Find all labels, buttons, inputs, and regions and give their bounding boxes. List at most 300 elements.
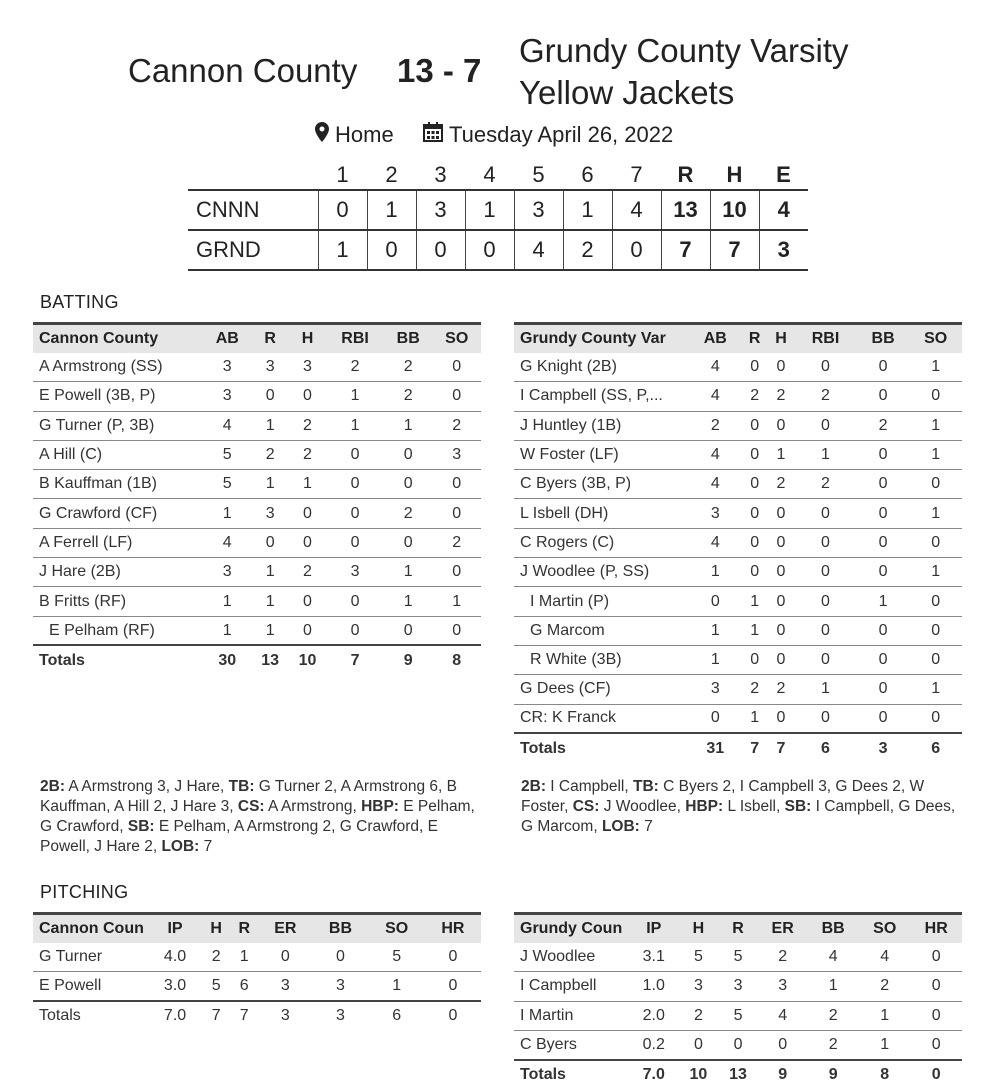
inning-header: 3 bbox=[434, 161, 447, 187]
player-name: L Isbell (DH) bbox=[514, 499, 689, 528]
stat-cell: 1.0 bbox=[629, 972, 679, 1001]
stat-cell: 0 bbox=[768, 616, 794, 645]
stat-cell: 3 bbox=[689, 675, 742, 704]
stat-cell: 1 bbox=[251, 411, 288, 440]
team-column-header: Cannon County bbox=[33, 324, 203, 353]
stat-cell: 2 bbox=[742, 675, 768, 704]
stat-cell: 0 bbox=[425, 943, 481, 972]
stat-cell: 0 bbox=[758, 1030, 808, 1059]
table-row bbox=[33, 587, 481, 616]
table-header-row bbox=[33, 914, 481, 943]
linescore-row-away bbox=[188, 230, 808, 270]
inning-score: 0 bbox=[612, 230, 661, 270]
player-name: W Foster (LF) bbox=[514, 440, 689, 469]
final-score: 13 - 7 bbox=[397, 52, 482, 89]
stat-cell: 1 bbox=[742, 616, 768, 645]
stat-column-header: R bbox=[718, 914, 758, 943]
stat-cell: 4 bbox=[859, 943, 911, 972]
totals-cell: 0 bbox=[425, 1001, 481, 1030]
totals-cell: 9 bbox=[384, 645, 432, 674]
stat-cell: 5 bbox=[679, 943, 719, 972]
stat-column-header: R bbox=[742, 324, 768, 353]
player-name: J Woodlee bbox=[514, 943, 629, 972]
table-row bbox=[514, 440, 962, 469]
stat-cell: 0 bbox=[432, 353, 481, 382]
stat-cell: 0 bbox=[794, 558, 857, 587]
totals-cell: 7 bbox=[202, 1001, 230, 1030]
team-column-header: Grundy County Var bbox=[514, 324, 689, 353]
table-row bbox=[514, 972, 962, 1001]
stat-cell: 0 bbox=[679, 1030, 719, 1059]
stat-cell: 2 bbox=[384, 499, 432, 528]
totals-cell: 9 bbox=[758, 1060, 808, 1086]
stat-cell: 0 bbox=[432, 558, 481, 587]
batting-notes-away bbox=[521, 777, 966, 837]
note-text: 7 bbox=[639, 818, 653, 835]
stat-column-header: IP bbox=[629, 914, 679, 943]
totals-cell: 8 bbox=[859, 1060, 911, 1086]
team-column-header: Cannon Coun bbox=[33, 914, 148, 943]
stat-column-header: R bbox=[251, 324, 288, 353]
away-team-name-line1: Grundy County Varsity bbox=[519, 32, 849, 69]
stat-cell: 0 bbox=[742, 528, 768, 557]
stat-column-header: ER bbox=[258, 914, 312, 943]
stat-cell: 0 bbox=[794, 645, 857, 674]
stat-cell: 4 bbox=[807, 943, 859, 972]
inning-header: 4 bbox=[483, 161, 496, 187]
player-name: A Ferrell (LF) bbox=[33, 528, 203, 557]
note-label: 2B: bbox=[40, 778, 65, 795]
stat-cell: 3 bbox=[258, 972, 312, 1001]
location-label: Home bbox=[335, 122, 394, 147]
stat-cell: 0 bbox=[857, 382, 910, 411]
stat-cell: 2 bbox=[768, 675, 794, 704]
stat-cell: 1 bbox=[251, 616, 288, 645]
stat-cell: 3 bbox=[679, 972, 719, 1001]
stat-cell: 1 bbox=[794, 675, 857, 704]
stat-cell: 0 bbox=[742, 470, 768, 499]
runs-total: 13 bbox=[661, 190, 710, 230]
stat-cell: 3 bbox=[203, 558, 251, 587]
note-label: HBP: bbox=[361, 798, 399, 815]
stat-column-header: BB bbox=[807, 914, 859, 943]
errors-total: 3 bbox=[759, 230, 808, 270]
stat-cell: 0 bbox=[718, 1030, 758, 1059]
stat-cell: 2 bbox=[859, 972, 911, 1001]
totals-cell: 7 bbox=[326, 645, 384, 674]
stat-cell: 1 bbox=[742, 587, 768, 616]
stat-cell: 4 bbox=[758, 1001, 808, 1030]
stat-cell: 1 bbox=[326, 411, 384, 440]
stat-cell: 0.2 bbox=[629, 1030, 679, 1059]
stat-cell: 0 bbox=[289, 616, 326, 645]
stat-cell: 2 bbox=[251, 440, 288, 469]
stat-column-header: BB bbox=[857, 324, 910, 353]
totals-cell: 6 bbox=[794, 733, 857, 762]
stat-cell: 1 bbox=[689, 616, 742, 645]
stat-cell: 4 bbox=[203, 411, 251, 440]
inning-header: 6 bbox=[581, 161, 594, 187]
stat-cell: 1 bbox=[859, 1001, 911, 1030]
table-header-row bbox=[514, 914, 962, 943]
stat-cell: 2 bbox=[758, 943, 808, 972]
note-text: L Isbell, bbox=[723, 798, 785, 815]
stat-cell: 0 bbox=[742, 645, 768, 674]
table-row bbox=[33, 499, 481, 528]
note-text: A Armstrong, bbox=[264, 798, 362, 815]
stat-cell: 0 bbox=[909, 616, 962, 645]
player-name: J Hare (2B) bbox=[33, 558, 203, 587]
player-name: B Kauffman (1B) bbox=[33, 470, 203, 499]
stat-cell: 0 bbox=[794, 704, 857, 733]
table-row bbox=[514, 1030, 962, 1059]
stat-cell: 4 bbox=[689, 382, 742, 411]
linescore-header-row bbox=[188, 160, 808, 190]
totals-cell: 9 bbox=[807, 1060, 859, 1086]
stat-cell: 0 bbox=[742, 411, 768, 440]
stat-cell: 6 bbox=[230, 972, 258, 1001]
stat-cell: 1 bbox=[326, 382, 384, 411]
away-team-name bbox=[519, 30, 939, 114]
table-row bbox=[514, 411, 962, 440]
inning-score: 1 bbox=[465, 190, 514, 230]
totals-label: Totals bbox=[514, 1060, 629, 1086]
table-row bbox=[33, 558, 481, 587]
table-row bbox=[514, 645, 962, 674]
stat-cell: 0 bbox=[384, 440, 432, 469]
stat-cell: 1 bbox=[794, 440, 857, 469]
stat-cell: 1 bbox=[203, 587, 251, 616]
inning-score: 4 bbox=[514, 230, 563, 270]
stat-cell: 1 bbox=[384, 587, 432, 616]
stat-cell: 0 bbox=[794, 528, 857, 557]
table-row bbox=[33, 353, 481, 382]
batting-table-away bbox=[514, 322, 962, 763]
stat-cell: 2 bbox=[807, 1001, 859, 1030]
batting-table-home bbox=[33, 322, 481, 675]
stat-cell: 2 bbox=[857, 411, 910, 440]
stat-cell: 0 bbox=[857, 528, 910, 557]
stat-cell: 0 bbox=[432, 499, 481, 528]
stat-cell: 0 bbox=[742, 499, 768, 528]
stat-cell: 0 bbox=[326, 470, 384, 499]
inning-score: 0 bbox=[318, 190, 367, 230]
totals-cell: 7 bbox=[742, 733, 768, 762]
stat-cell: 0 bbox=[909, 587, 962, 616]
player-name: G Crawford (CF) bbox=[33, 499, 203, 528]
player-name: J Huntley (1B) bbox=[514, 411, 689, 440]
player-name: A Armstrong (SS) bbox=[33, 353, 203, 382]
note-text: A Armstrong 3, J Hare, bbox=[64, 778, 229, 795]
player-name: I Campbell (SS, P,... bbox=[514, 382, 689, 411]
note-label: SB: bbox=[127, 818, 155, 835]
stat-cell: 0 bbox=[794, 411, 857, 440]
stat-cell: 0 bbox=[384, 470, 432, 499]
table-header-row bbox=[33, 324, 481, 353]
table-row bbox=[514, 558, 962, 587]
inning-score: 1 bbox=[563, 190, 612, 230]
stat-cell: 0 bbox=[857, 353, 910, 382]
player-name: B Fritts (RF) bbox=[33, 587, 203, 616]
stat-cell: 2 bbox=[794, 382, 857, 411]
stat-cell: 3 bbox=[689, 499, 742, 528]
stat-cell: 0 bbox=[768, 353, 794, 382]
team-column-header: Grundy Coun bbox=[514, 914, 629, 943]
home-team-name: Cannon County bbox=[128, 52, 358, 89]
stat-cell: 0 bbox=[794, 587, 857, 616]
stat-column-header: H bbox=[202, 914, 230, 943]
player-name: E Pelham (RF) bbox=[33, 616, 203, 645]
table-header-row bbox=[514, 324, 962, 353]
stat-cell: 1 bbox=[384, 411, 432, 440]
stat-cell: 0 bbox=[289, 499, 326, 528]
stat-cell: 3 bbox=[432, 440, 481, 469]
stat-cell: 1 bbox=[859, 1030, 911, 1059]
table-row bbox=[514, 704, 962, 733]
stat-cell: 0 bbox=[326, 440, 384, 469]
totals-cell: 3 bbox=[857, 733, 910, 762]
note-label: LOB: bbox=[161, 838, 200, 855]
stat-cell: 0 bbox=[794, 353, 857, 382]
stat-cell: 3 bbox=[312, 972, 368, 1001]
totals-cell: 10 bbox=[679, 1060, 719, 1086]
totals-cell: 10 bbox=[289, 645, 326, 674]
stat-cell: 1 bbox=[909, 411, 962, 440]
stat-cell: 1 bbox=[384, 558, 432, 587]
linescore-team: GRND bbox=[188, 230, 318, 270]
stat-cell: 1 bbox=[251, 470, 288, 499]
stat-cell: 0 bbox=[251, 528, 288, 557]
stat-cell: 4 bbox=[689, 440, 742, 469]
stat-cell: 1 bbox=[857, 587, 910, 616]
player-name: R White (3B) bbox=[514, 645, 689, 674]
inning-score: 3 bbox=[514, 190, 563, 230]
stat-cell: 0 bbox=[251, 382, 288, 411]
note-text: G Turner 2, A Armstrong 6, B Kauffman, A Hill 2, J Hare 3, bbox=[40, 778, 457, 815]
linescore-row-home bbox=[188, 190, 808, 230]
totals-row bbox=[514, 1060, 962, 1086]
stat-cell: 2 bbox=[326, 353, 384, 382]
table-row bbox=[514, 616, 962, 645]
stat-cell: 4 bbox=[689, 470, 742, 499]
stat-cell: 2 bbox=[289, 440, 326, 469]
player-name: G Dees (CF) bbox=[514, 675, 689, 704]
stat-cell: 3.1 bbox=[629, 943, 679, 972]
stat-cell: 5 bbox=[203, 470, 251, 499]
note-text: E Pelham, G Crawford, bbox=[40, 798, 475, 835]
map-pin-icon bbox=[315, 122, 329, 148]
stat-column-header: RBI bbox=[794, 324, 857, 353]
player-name: I Martin (P) bbox=[514, 587, 689, 616]
stat-cell: 0 bbox=[326, 528, 384, 557]
stat-cell: 1 bbox=[768, 440, 794, 469]
inning-score: 0 bbox=[416, 230, 465, 270]
runs-header: R bbox=[677, 161, 694, 187]
totals-cell: 6 bbox=[369, 1001, 425, 1030]
stat-cell: 0 bbox=[768, 411, 794, 440]
stat-cell: 2 bbox=[794, 470, 857, 499]
stat-cell: 1 bbox=[689, 558, 742, 587]
away-team-name-line2: Yellow Jackets bbox=[519, 74, 735, 111]
inning-score: 1 bbox=[318, 230, 367, 270]
player-name: C Rogers (C) bbox=[514, 528, 689, 557]
table-row bbox=[514, 353, 962, 382]
stat-cell: 0 bbox=[432, 470, 481, 499]
player-name: A Hill (C) bbox=[33, 440, 203, 469]
totals-cell: 3 bbox=[258, 1001, 312, 1030]
stat-cell: 1 bbox=[909, 440, 962, 469]
stat-cell: 1 bbox=[251, 587, 288, 616]
pitching-section-title: PITCHING bbox=[40, 882, 129, 902]
player-name: J Woodlee (P, SS) bbox=[514, 558, 689, 587]
hits-total: 7 bbox=[710, 230, 759, 270]
stat-cell: 0 bbox=[857, 675, 910, 704]
stat-cell: 2 bbox=[432, 411, 481, 440]
totals-cell: 7.0 bbox=[148, 1001, 202, 1030]
player-name: E Powell bbox=[33, 972, 148, 1001]
stat-cell: 1 bbox=[230, 943, 258, 972]
note-text: E Pelham, A Armstrong 2, G Crawford, E Powell, J Hare 2, bbox=[40, 818, 438, 855]
stat-column-header: SO bbox=[432, 324, 481, 353]
stat-cell: 2 bbox=[679, 1001, 719, 1030]
stat-cell: 0 bbox=[857, 645, 910, 674]
stat-cell: 0 bbox=[742, 353, 768, 382]
stat-cell: 3 bbox=[251, 353, 288, 382]
totals-cell: 7 bbox=[768, 733, 794, 762]
stat-column-header: H bbox=[679, 914, 719, 943]
player-name: G Turner (P, 3B) bbox=[33, 411, 203, 440]
game-header bbox=[0, 30, 990, 120]
note-label: HBP: bbox=[685, 798, 724, 815]
player-name: C Byers bbox=[514, 1030, 629, 1059]
note-text: 7 bbox=[199, 838, 213, 855]
table-row bbox=[33, 616, 481, 645]
totals-cell: 7.0 bbox=[629, 1060, 679, 1086]
table-row bbox=[514, 470, 962, 499]
game-meta bbox=[0, 122, 990, 150]
stat-cell: 0 bbox=[689, 704, 742, 733]
stat-cell: 0 bbox=[432, 616, 481, 645]
table-row bbox=[33, 440, 481, 469]
note-label: CS: bbox=[237, 798, 265, 815]
totals-row bbox=[514, 733, 962, 762]
inning-header: 2 bbox=[385, 161, 398, 187]
stat-cell: 0 bbox=[910, 1001, 962, 1030]
stat-cell: 0 bbox=[289, 587, 326, 616]
game-date bbox=[423, 122, 673, 148]
stat-cell: 1 bbox=[909, 353, 962, 382]
stat-cell: 0 bbox=[909, 528, 962, 557]
player-name: G Knight (2B) bbox=[514, 353, 689, 382]
stat-cell: 0 bbox=[312, 943, 368, 972]
stat-cell: 3 bbox=[326, 558, 384, 587]
pitching-table-away bbox=[514, 912, 962, 1086]
stat-cell: 4 bbox=[689, 353, 742, 382]
inning-header: 1 bbox=[336, 161, 349, 187]
player-name: I Campbell bbox=[514, 972, 629, 1001]
totals-cell: 13 bbox=[718, 1060, 758, 1086]
table-row bbox=[514, 528, 962, 557]
stat-cell: 5 bbox=[718, 943, 758, 972]
stat-cell: 0 bbox=[794, 616, 857, 645]
table-row bbox=[514, 587, 962, 616]
totals-cell: 13 bbox=[251, 645, 288, 674]
stat-column-header: HR bbox=[910, 914, 962, 943]
stat-cell: 4 bbox=[203, 528, 251, 557]
stat-column-header: HR bbox=[425, 914, 481, 943]
stat-cell: 5 bbox=[203, 440, 251, 469]
stat-cell: 1 bbox=[807, 972, 859, 1001]
inning-score: 3 bbox=[416, 190, 465, 230]
table-row bbox=[33, 528, 481, 557]
stat-cell: 0 bbox=[910, 972, 962, 1001]
totals-cell: 3 bbox=[312, 1001, 368, 1030]
stat-cell: 2 bbox=[384, 353, 432, 382]
stat-cell: 0 bbox=[432, 382, 481, 411]
stat-cell: 3 bbox=[758, 972, 808, 1001]
note-label: LOB: bbox=[601, 818, 640, 835]
note-text: C Byers 2, I Campbell 3, G Dees 2, W Foster, bbox=[521, 778, 925, 815]
totals-label: Totals bbox=[514, 733, 689, 762]
stat-column-header: H bbox=[289, 324, 326, 353]
stat-column-header: ER bbox=[758, 914, 808, 943]
pitching-table-home bbox=[33, 912, 481, 1030]
runs-total: 7 bbox=[661, 230, 710, 270]
stat-cell: 3 bbox=[203, 382, 251, 411]
stat-cell: 2.0 bbox=[629, 1001, 679, 1030]
stat-cell: 1 bbox=[432, 587, 481, 616]
player-name: C Byers (3B, P) bbox=[514, 470, 689, 499]
stat-cell: 2 bbox=[432, 528, 481, 557]
table-row bbox=[514, 943, 962, 972]
player-name: G Marcom bbox=[514, 616, 689, 645]
stat-cell: 0 bbox=[768, 558, 794, 587]
stat-column-header: SO bbox=[369, 914, 425, 943]
note-label: TB: bbox=[633, 778, 659, 795]
stat-cell: 1 bbox=[203, 499, 251, 528]
stat-cell: 0 bbox=[326, 587, 384, 616]
inning-score: 1 bbox=[367, 190, 416, 230]
stat-cell: 1 bbox=[369, 972, 425, 1001]
stat-cell: 0 bbox=[742, 558, 768, 587]
stat-cell: 1 bbox=[251, 558, 288, 587]
stat-cell: 0 bbox=[326, 616, 384, 645]
stat-cell: 1 bbox=[203, 616, 251, 645]
errors-header: E bbox=[776, 161, 791, 187]
totals-cell: 6 bbox=[909, 733, 962, 762]
stat-column-header: SO bbox=[859, 914, 911, 943]
inning-header: 5 bbox=[532, 161, 545, 187]
totals-cell: 0 bbox=[910, 1060, 962, 1086]
table-row bbox=[514, 382, 962, 411]
inning-header: 7 bbox=[630, 161, 643, 187]
stat-cell: 5 bbox=[202, 972, 230, 1001]
stat-cell: 0 bbox=[425, 972, 481, 1001]
stat-cell: 2 bbox=[689, 411, 742, 440]
table-row bbox=[514, 675, 962, 704]
totals-cell: 30 bbox=[203, 645, 251, 674]
stat-cell: 0 bbox=[689, 587, 742, 616]
stat-column-header: BB bbox=[312, 914, 368, 943]
stat-column-header: AB bbox=[689, 324, 742, 353]
totals-cell: 31 bbox=[689, 733, 742, 762]
stat-cell: 5 bbox=[369, 943, 425, 972]
inning-score: 0 bbox=[465, 230, 514, 270]
table-row bbox=[33, 470, 481, 499]
calendar-icon bbox=[423, 122, 443, 148]
totals-cell: 7 bbox=[230, 1001, 258, 1030]
totals-row bbox=[33, 645, 481, 674]
